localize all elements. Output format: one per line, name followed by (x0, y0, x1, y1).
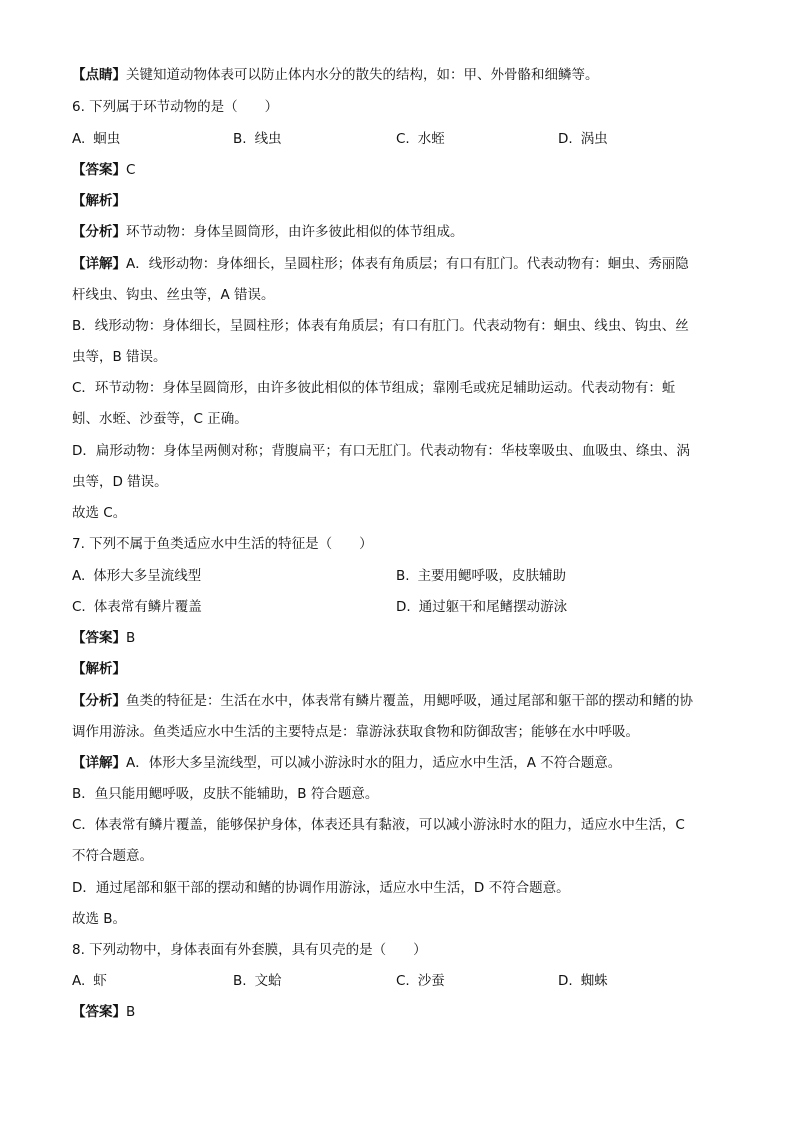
q7-conclusion: 故选 B。 (72, 911, 127, 927)
option-key: B. (233, 973, 247, 989)
option-text: 涡虫 (580, 131, 608, 147)
detail-text: A．体形大多呈流线型，可以减小游泳时水的阻力，适应水中生活，A 不符合题意。 (126, 755, 622, 771)
q8-question: 8. 下列动物中，身体表面有外套膜，具有贝壳的是（ ） (72, 942, 427, 958)
option-key: A. (72, 568, 86, 584)
q6-detail-c-cont: 蚓、水蛭、沙蚕等，C 正确。 (72, 411, 248, 427)
q6-answer (72, 161, 727, 179)
option-key: C. (72, 599, 86, 615)
answer-value: B (126, 1004, 136, 1020)
q7-option-b (396, 567, 566, 585)
option-key: D. (396, 599, 411, 615)
q8-answer (72, 1003, 727, 1021)
option-key: A. (72, 131, 86, 147)
q6-option-d (558, 130, 608, 148)
answer-tag: 【答案】 (72, 1004, 126, 1020)
q8-option-b (233, 972, 282, 990)
detail-text: A．线形动物：身体细长，呈圆柱形；体表有角质层；有口有肛门。代表动物有：蛔虫、秀丽隐 (126, 256, 689, 272)
option-key: C. (396, 131, 410, 147)
option-key: D. (558, 973, 573, 989)
option-text: 文蛤 (254, 973, 282, 989)
q7-jiexi (72, 660, 727, 678)
q6-question: 6. 下列属于环节动物的是（ ） (72, 99, 279, 115)
option-text: 通过躯干和尾鳍摆动游泳 (418, 599, 568, 615)
dianjing-text: 关键知道动物体表可以防止体内水分的散失的结构，如：甲、外骨骼和细鳞等。 (126, 67, 599, 83)
q8-option-a (72, 972, 107, 990)
xiangjie-tag: 【详解】 (72, 256, 126, 272)
q6-conclusion: 故选 C。 (72, 505, 127, 521)
option-text: 蜘蛛 (580, 973, 608, 989)
option-text: 线虫 (254, 131, 282, 147)
q7-detail-c: C．体表常有鳞片覆盖，能够保护身体，体表还具有黏液，可以减小游泳时水的阻力，适应水中生活，C (72, 817, 685, 833)
option-text: 蛔虫 (93, 131, 121, 147)
q6-detail-b: B．线形动物：身体细长，呈圆柱形；体表有角质层；有口有肛门。代表动物有：蛔虫、线虫、钩虫、丝 (72, 318, 689, 334)
fenxi-tag: 【分析】 (72, 224, 126, 240)
q7-option-c (72, 598, 202, 616)
option-key: A. (72, 973, 86, 989)
q6-detail-a-cont: 杆线虫、钩虫、丝虫等，A 错误。 (72, 287, 275, 303)
answer-value: C (126, 162, 136, 178)
option-key: B. (233, 131, 247, 147)
jiexi-tag: 【解析】 (72, 193, 126, 209)
answer-tag: 【答案】 (72, 630, 126, 646)
fenxi-tag: 【分析】 (72, 693, 126, 709)
q6-detail-b-cont: 虫等，B 错误。 (72, 349, 167, 365)
fenxi-text: 环节动物：身体呈圆筒形，由许多彼此相似的体节组成。 (126, 224, 464, 240)
option-key: D. (558, 131, 573, 147)
option-text: 沙蚕 (417, 973, 445, 989)
q7-option-a (72, 567, 201, 585)
jiexi-tag: 【解析】 (72, 661, 126, 677)
option-text: 水蛭 (417, 131, 445, 147)
fenxi-text: 鱼类的特征是：生活在水中，体表常有鳞片覆盖，用鳃呼吸，通过尾部和躯干部的摆动和鳍的协 (126, 693, 693, 709)
q7-option-d (396, 598, 567, 616)
q6-detail-d-cont: 虫等，D 错误。 (72, 474, 168, 490)
answer-tag: 【答案】 (72, 162, 126, 178)
q6-option-c (396, 130, 445, 148)
option-key: B. (396, 568, 410, 584)
dianjing-note (72, 66, 727, 84)
q7-xiangjie-a (72, 754, 727, 772)
q6-jiexi (72, 192, 727, 210)
q7-answer (72, 629, 727, 647)
answer-value: B (126, 630, 136, 646)
q6-xiangjie-a (72, 255, 727, 273)
xiangjie-tag: 【详解】 (72, 755, 126, 771)
q7-detail-b: B．鱼只能用鳃呼吸，皮肤不能辅助，B 符合题意。 (72, 786, 379, 802)
q7-fenxi-cont: 调作用游泳。鱼类适应水中生活的主要特点是：靠游泳获取食物和防御敌害；能够在水中呼吸。 (72, 724, 639, 740)
q6-option-b (233, 130, 282, 148)
q6-detail-c: C．环节动物：身体呈圆筒形，由许多彼此相似的体节组成；靠刚毛或疣足辅助运动。代表动物有：蚯 (72, 380, 676, 396)
option-text: 体形大多呈流线型 (93, 568, 202, 584)
q7-question: 7. 下列不属于鱼类适应水中生活的特征是（ ） (72, 536, 373, 552)
option-text: 主要用鳃呼吸，皮肤辅助 (417, 568, 567, 584)
dianjing-tag: 【点睛】 (72, 67, 126, 83)
q6-option-a (72, 130, 120, 148)
q7-detail-c-cont: 不符合题意。 (72, 848, 153, 864)
q7-fenxi (72, 692, 727, 710)
q8-option-d (558, 972, 608, 990)
option-text: 虾 (93, 973, 107, 989)
option-key: C. (396, 973, 410, 989)
q6-detail-d: D．扁形动物：身体呈两侧对称；背腹扁平；有口无肛门。代表动物有：华枝睾吸虫、血吸虫、绦虫、涡 (72, 443, 690, 459)
q7-detail-d: D．通过尾部和躯干部的摆动和鳍的协调作用游泳，适应水中生活，D 不符合题意。 (72, 880, 570, 896)
q8-option-c (396, 972, 445, 990)
q6-fenxi (72, 223, 727, 241)
option-text: 体表常有鳞片覆盖 (93, 599, 202, 615)
